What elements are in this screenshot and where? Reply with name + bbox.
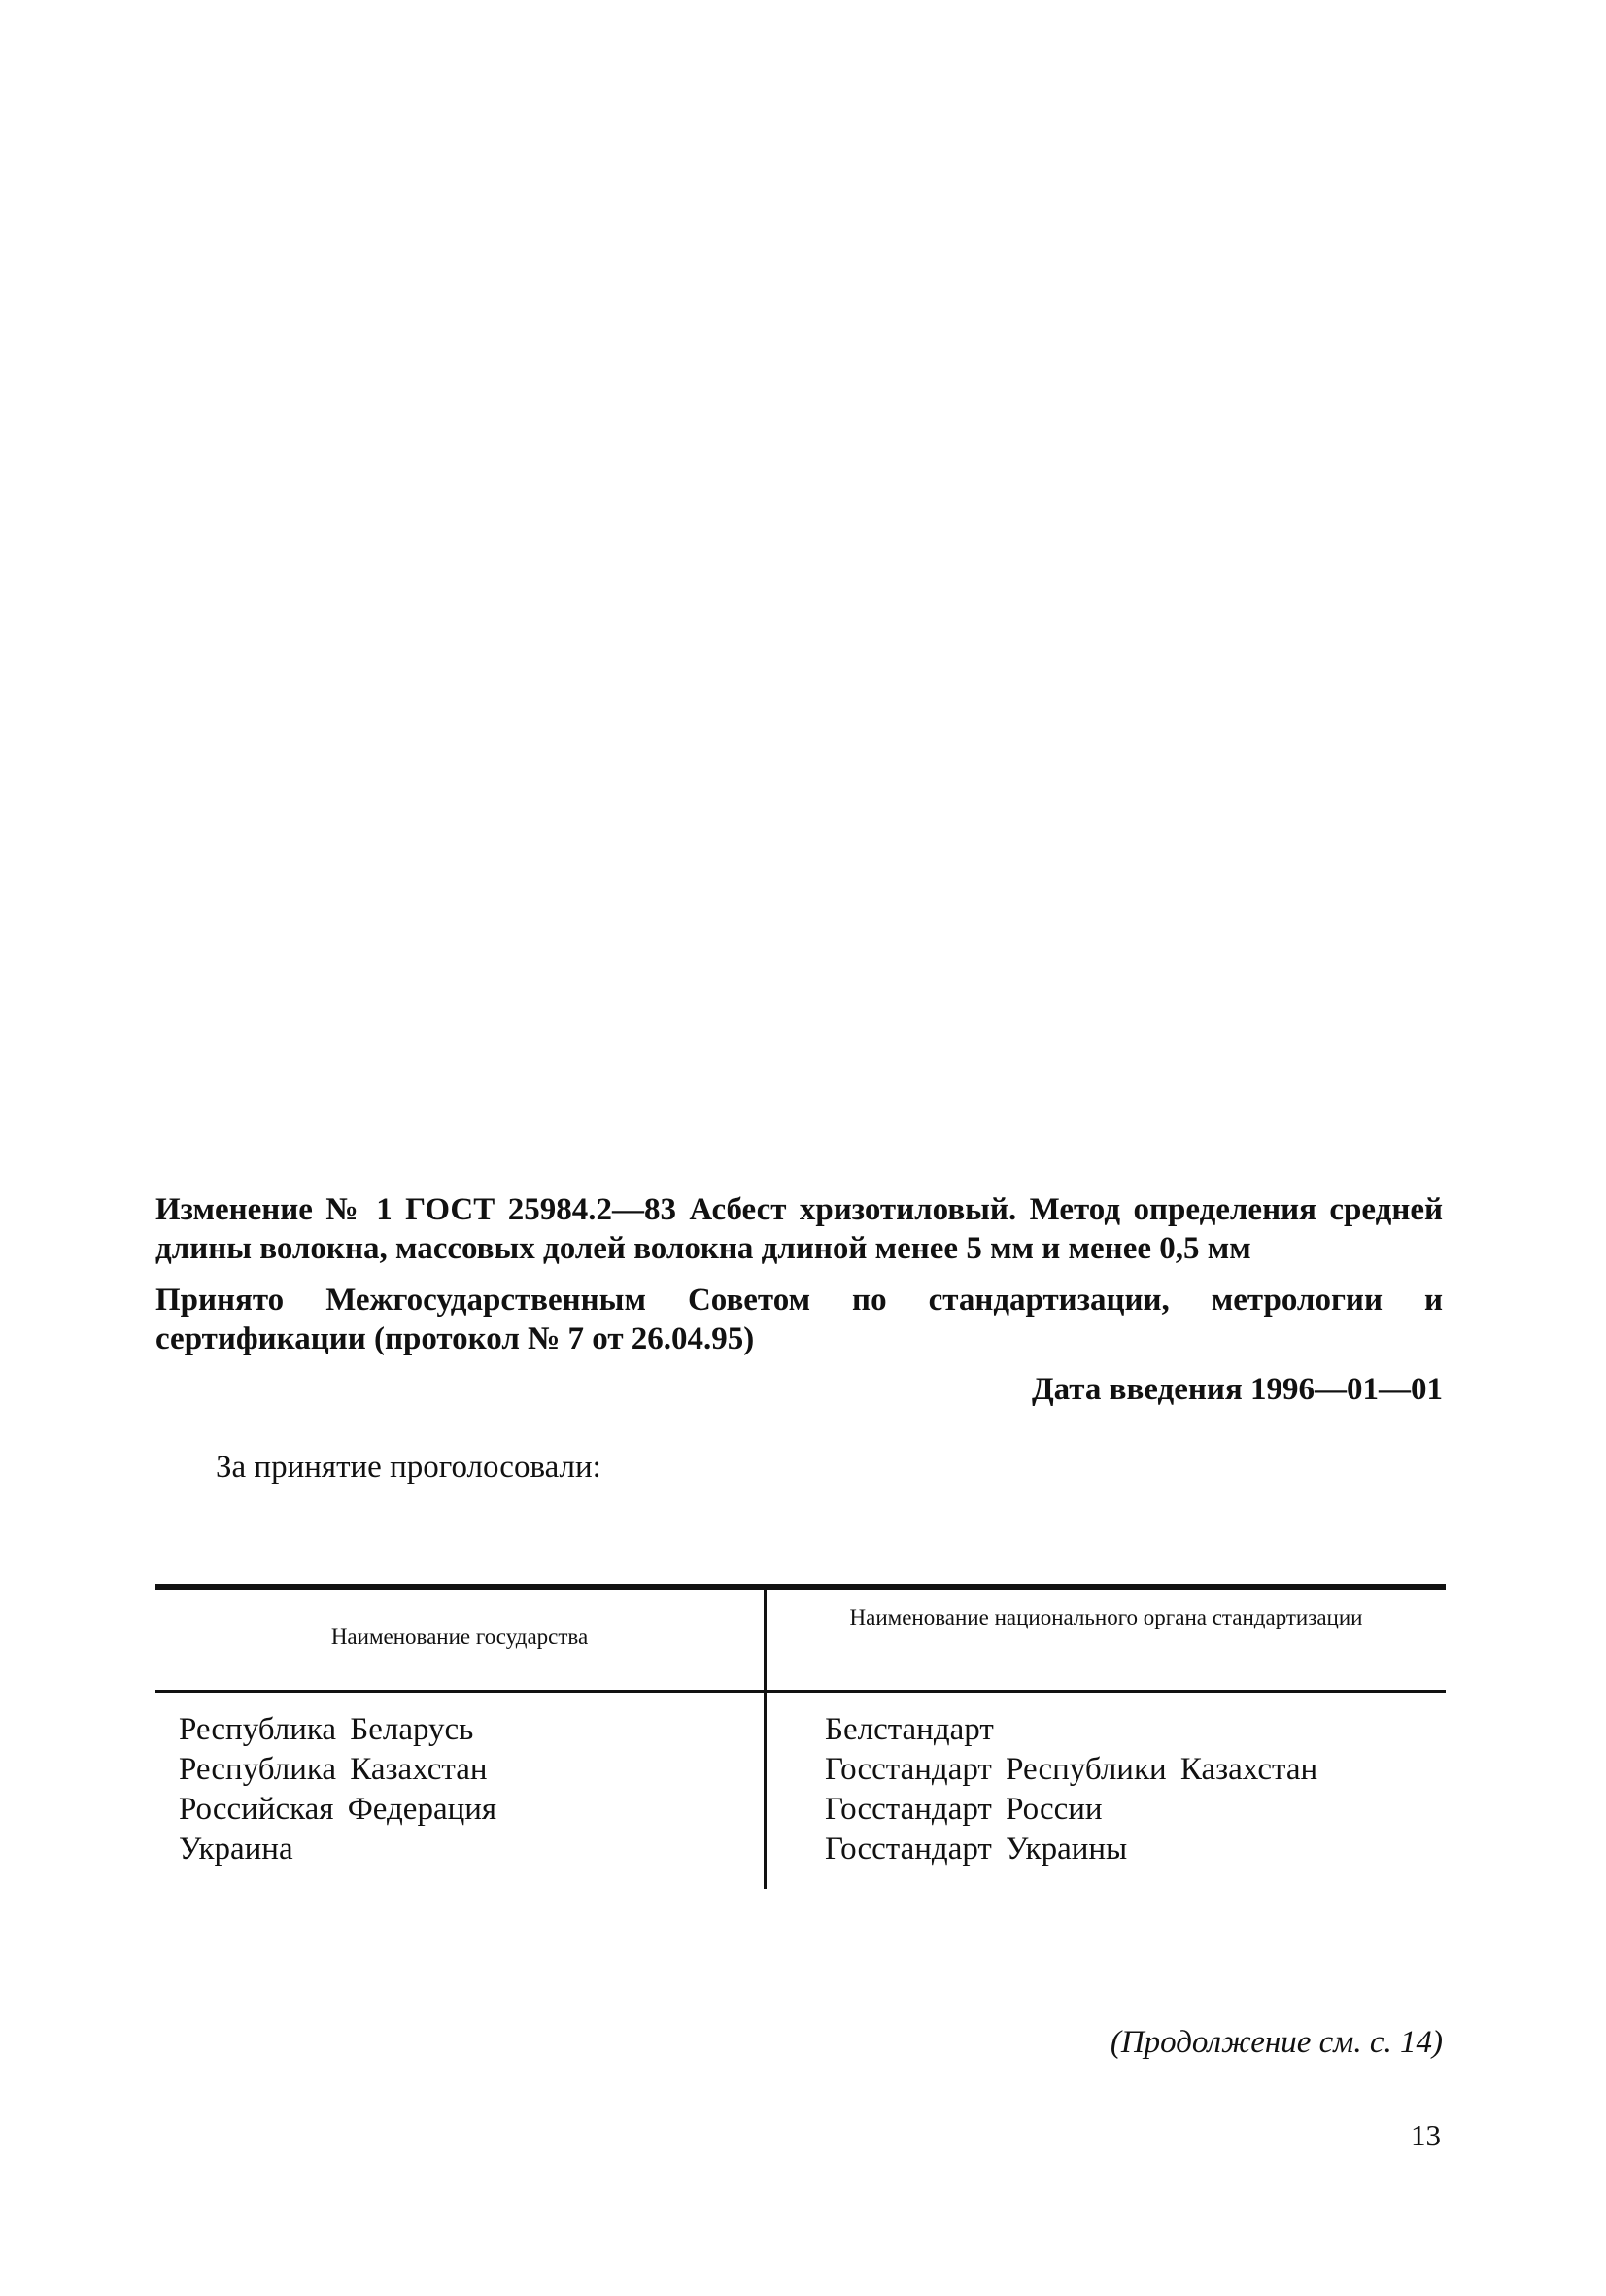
table-cell-body: Белстандарт [825, 1712, 994, 1747]
table-cell-body: Госстандарт Республики Казахстан [825, 1752, 1318, 1787]
table-column-divider [764, 1590, 767, 1889]
continuation-note: (Продолжение см. с. 14) [1110, 2025, 1443, 2060]
effective-date: Дата введения 1996—01—01 [1031, 1372, 1443, 1407]
national-body-column [825, 1710, 1317, 1869]
table-cell-state: Российская Федерация [179, 1792, 497, 1827]
table-cell-body: Госстандарт Украины [825, 1832, 1128, 1867]
table-cell-state: Республика Беларусь [179, 1712, 474, 1747]
state-column [179, 1710, 496, 1869]
table-header-rule [155, 1690, 1446, 1693]
page-number: 13 [1411, 2118, 1441, 2152]
amendment-heading: Изменение № 1 ГОСТ 25984.2—83 Асбест хризотиловый. Метод определения средней длины волокна, массовых долей волокна длиной менее 5 мм и менее 0,5 мм [155, 1192, 1443, 1266]
voting-table [155, 1584, 1446, 1895]
table-cell-state: Республика Казахстан [179, 1752, 488, 1787]
table-header-state: Наименование государства [330, 1625, 589, 1649]
table-top-rule [155, 1584, 1446, 1590]
adoption-statement: Принято Межгосударственным Советом по стандартизации, метрологии и сертификации (протокол № 7 от 26.04.95) [155, 1283, 1443, 1356]
table-cell-body: Госстандарт России [825, 1792, 1103, 1827]
table-cell-state: Украина [179, 1832, 293, 1867]
table-header-national-body: Наименование национального органа стандартизации [849, 1605, 1363, 1629]
voting-intro: За принятие проголосовали: [216, 1450, 601, 1485]
